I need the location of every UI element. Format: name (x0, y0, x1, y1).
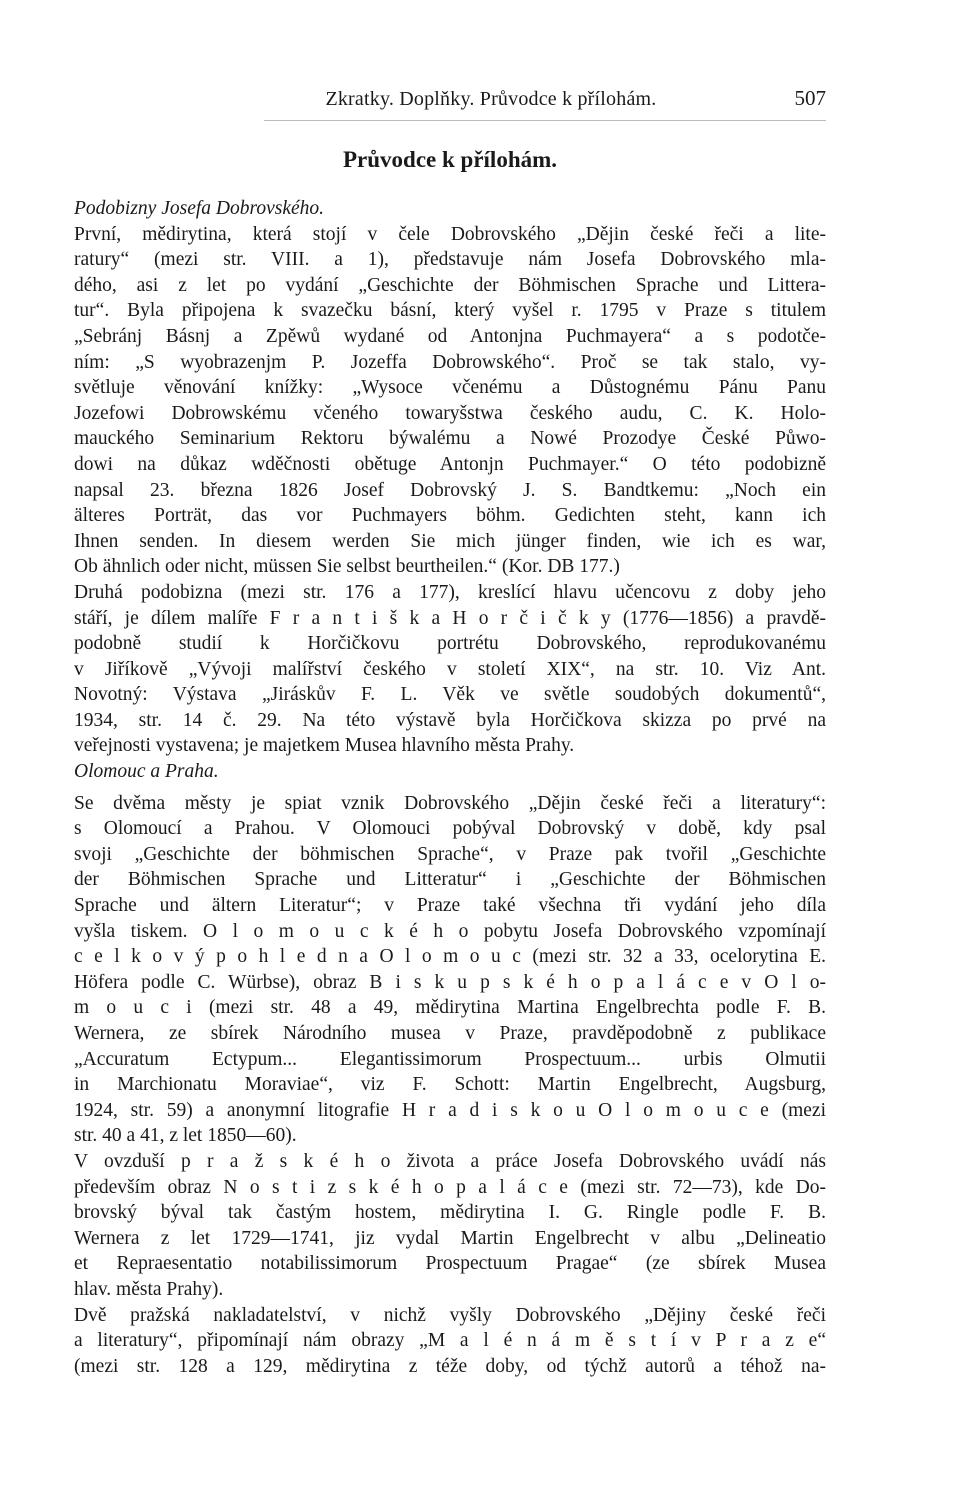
subsection-heading: Olomouc a Praha. (74, 761, 219, 783)
text-line: hlav. města Prahy). (74, 1278, 224, 1300)
text-line: Ihnen senden. In diesem werden Sie mich jünger finden, wie ich es war, (74, 530, 826, 552)
text-line: in Marchionatu Moraviae“, viz F. Schott: Martin Engelbrecht, Augsburg, (74, 1074, 826, 1096)
text-line: Höfera podle C. Würbse), obraz B i s k u p s k é h o p a l á c e v O l o- (74, 971, 826, 993)
text-line: 1924, str. 59) a anonymní litografie H r a d i s k o u O l o m o u c e (mezi (74, 1099, 826, 1121)
text-line: veřejnosti vystavena; je majetkem Musea hlavního města Prahy. (74, 735, 575, 757)
text-line: brovský býval tak častým hostem, mědirytina I. G. Ringle podle F. B. (74, 1202, 826, 1224)
text-line: Ob ähnlich oder nicht, müssen Sie selbst beurtheilen.“ (Kor. DB 177.) (74, 556, 620, 578)
text-line: m o u c i (mezi str. 48 a 49, mědirytina Martina Engelbrechta podle F. B. (74, 997, 826, 1019)
text-line: Sprache und ältern Literatur“; v Praze také všechna tři vydání jeho díla (74, 895, 826, 917)
body-text (74, 196, 826, 1379)
text-line: svoji „Geschichte der böhmischen Sprache“, v Praze pak tvořil „Geschichte (74, 843, 826, 865)
text-line: První, mědirytina, která stojí v čele Dobrovského „Dějin české řeči a lite- (74, 223, 826, 245)
running-head (74, 86, 826, 111)
text-line: älteres Porträt, das vor Puchmayers böhm. Gedichten steht, kann ich (74, 505, 826, 527)
text-line: der Böhmischen Sprache und Litteratur“ i „Geschichte der Böhmischen (74, 869, 826, 891)
text-line: Wernera z let 1729—1741, jiz vydal Martin Engelbrecht v albu „Delineatio (74, 1227, 826, 1249)
text-line: Druhá podobizna (mezi str. 176 a 177), kreslící hlavu učencovu z doby jeho (74, 581, 826, 603)
text-line: dowi na důkaz wděčnosti obětuge Antonjn Puchmayer.“ O této podobizně (74, 453, 826, 475)
text-line: Jozefowi Dobrowskému včeného towaryšstwa českého audu, C. K. Holo- (74, 402, 826, 424)
text-line: 1934, str. 14 č. 29. Na této výstavě byla Horčičkova skizza po prvé na (74, 709, 826, 731)
text-line: napsal 23. března 1826 Josef Dobrovský J. S. Bandtkemu: „Noch ein (74, 479, 826, 501)
text-line: s Olomoucí a Prahou. V Olomouci pobýval Dobrovský v době, kdy psal (74, 818, 826, 840)
text-line: ním: „S wyobrazenjm P. Jozeffa Dobrowského“. Proč se tak stalo, vy- (74, 351, 826, 373)
page-number: 507 (794, 86, 826, 110)
text-line: světluje věnování knížky: „Wysoce včenému a Důstognému Pánu Panu (74, 377, 826, 399)
text-line: Se dvěma městy je spiat vznik Dobrovského „Dějin české řeči a literatury“: (74, 792, 826, 814)
text-line: Wernera, ze sbírek Národního musea v Praze, pravděpodobně z publikace (74, 1023, 826, 1044)
running-head-title: Zkratky. Doplňky. Průvodce k přílohám. (325, 88, 657, 110)
subsection-heading: Podobizny Josefa Dobrovského. (74, 198, 325, 219)
text-line: Dvě pražská nakladatelství, v nichž vyšly Dobrovského „Dějiny české řeči (74, 1304, 826, 1326)
text-line: především obraz N o s t i z s k é h o p a l á c e (mezi str. 72—73), kde Do- (74, 1176, 826, 1198)
section-title: Průvodce k přílohám. (342, 147, 558, 172)
text-line: c e l k o v ý p o h l e d n a O l o m o u c (mezi str. 32 a 33, ocelorytina E. (74, 946, 826, 968)
text-line: str. 40 a 41, z let 1850—60). (74, 1125, 297, 1147)
text-line: mauckého Seminarium Rektoru býwalému a Nowé Prozodye České Půwo- (74, 428, 826, 450)
text-line: a literatury“, připomínají nám obrazy „M a l é n á m ě s t í v P r a z e“ (74, 1330, 826, 1352)
text-line: V ovzduší p r a ž s k é h o života a práce Josefa Dobrovského uvádí nás (74, 1150, 826, 1172)
text-line: tur“. Byla připojena k svazečku básní, který vyšel r. 1795 v Praze s titulem (74, 300, 826, 322)
text-line: et Repraesentatio notabilissimorum Prospectuum Pragae“ (ze sbírek Musea (74, 1253, 826, 1275)
text-line: Novotný: Výstava „Jiráskův F. L. Věk ve světle soudobých dokumentů“, (74, 684, 826, 706)
text-line: (mezi str. 128 a 129, mědirytina z téže doby, od týchž autorů a téhož na- (74, 1355, 826, 1377)
text-line: „Sebránj Básnj a Zpěwů wydané od Antonjna Puchmayera“ a s podotče- (74, 325, 826, 347)
text-line: podobně studií k Horčičkovu portrétu Dobrovského, reprodukovanému (74, 633, 826, 655)
text-line: stáří, je dílem malíře F r a n t i š k a H o r č i č k y (1776—1856) a pravdě- (74, 607, 826, 629)
text-line: dého, asi z let po vydání „Geschichte der Böhmischen Sprache und Littera- (74, 274, 826, 296)
text-line: v Jiříkově „Vývoji malířství českého v století XIX“, na str. 10. Viz Ant. (74, 658, 826, 680)
header-rule (264, 120, 826, 121)
text-line: „Accuratum Ectypum... Elegantissimorum Prospectuum... urbis Olmutii (74, 1048, 826, 1070)
text-line: vyšla tiskem. O l o m o u c k é h o pobytu Josefa Dobrovského vzpomínají (74, 920, 826, 942)
text-line: ratury“ (mezi str. VIII. a 1), představuje nám Josefa Dobrovského mla- (74, 249, 826, 271)
